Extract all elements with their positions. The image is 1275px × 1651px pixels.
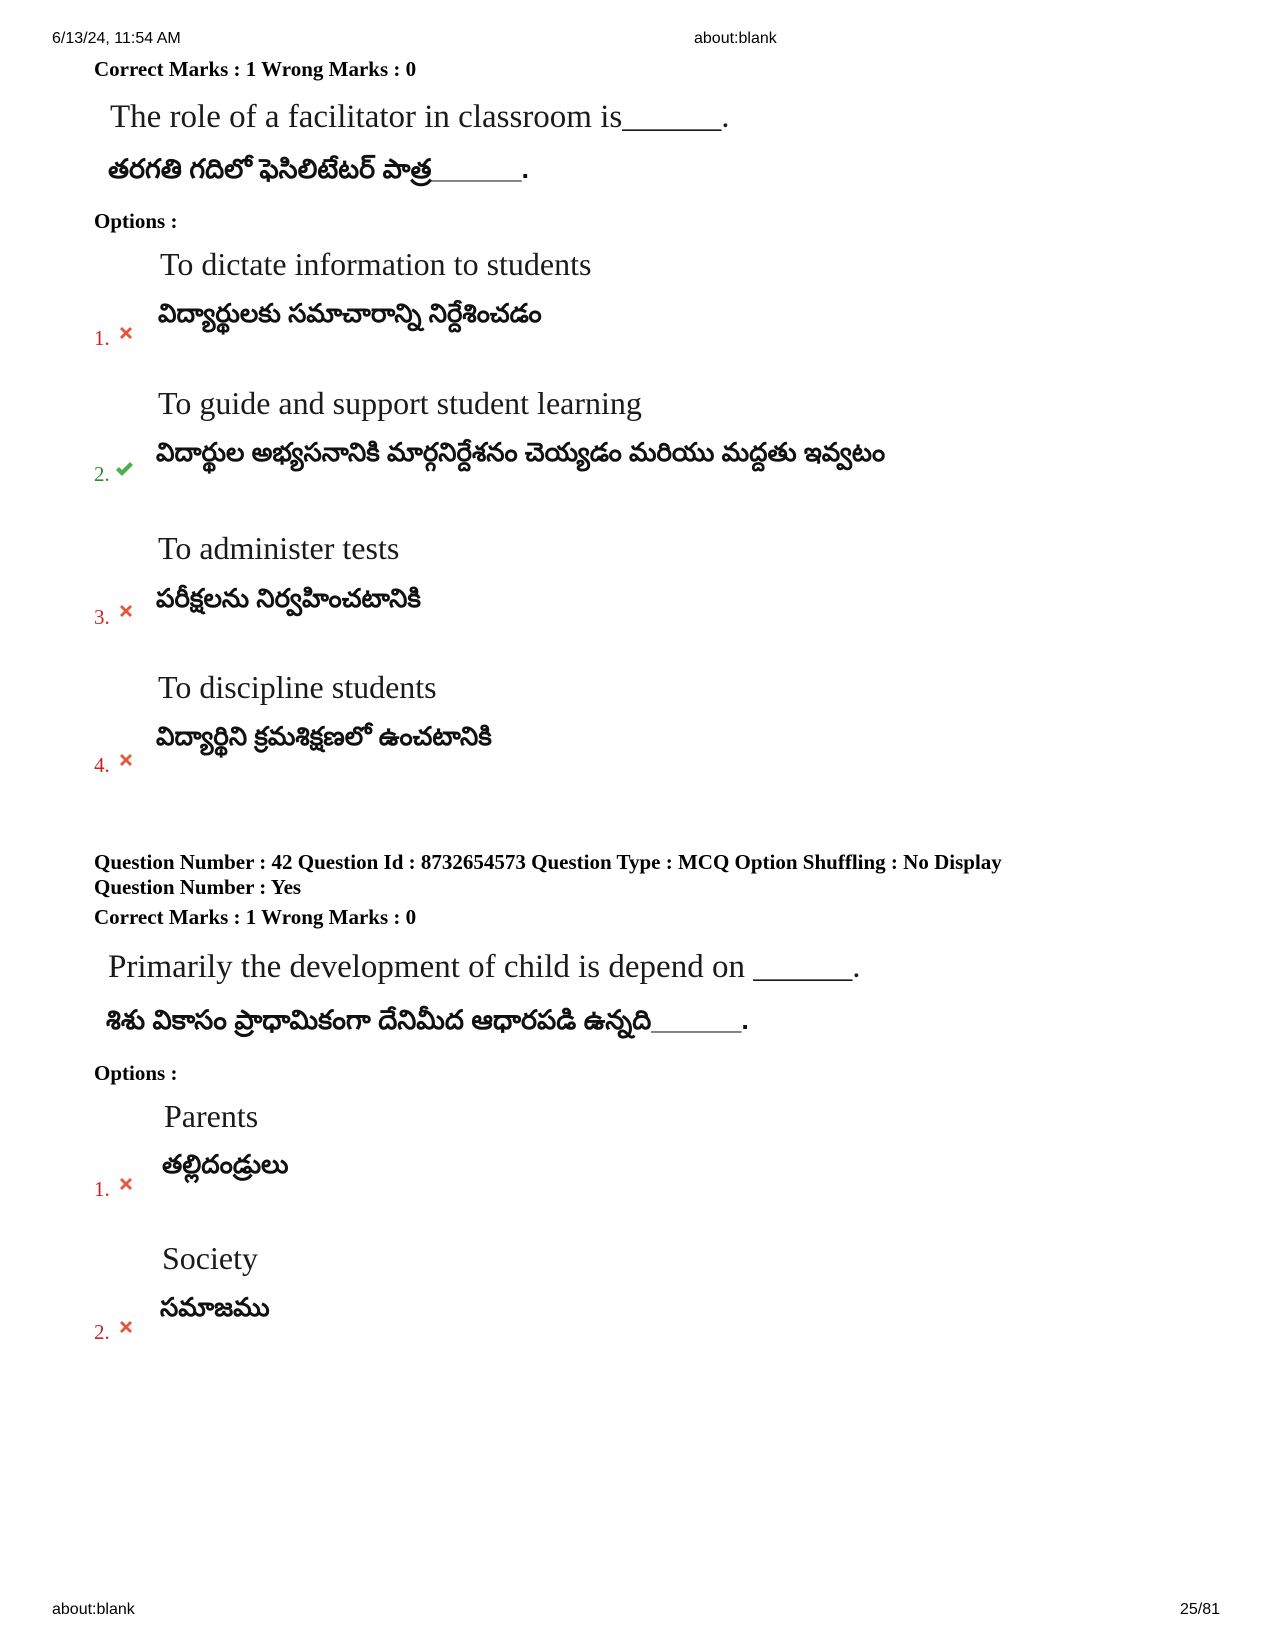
cross-icon	[116, 323, 136, 343]
q41-option-3-en: To administer tests	[158, 530, 400, 566]
q41-option-2-te: విదార్థుల అభ్యసనానికి మార్గనిర్దేశనం చెయ్యడం మరియు మద్దతు ఇవ్వటం	[156, 437, 886, 467]
q42-info-line-1: Question Number : 42 Question Id : 8732654573 Question Type : MCQ Option Shuffling : No Display	[94, 850, 1002, 874]
q42-option-2-number: 2.	[94, 1320, 110, 1344]
q41-option-3-number: 3.	[94, 605, 110, 629]
q41-marks: Correct Marks : 1 Wrong Marks : 0	[94, 57, 417, 81]
q41-option-1-number: 1.	[94, 326, 110, 350]
q42-options-label: Options :	[94, 1061, 178, 1085]
q41-question-te: తరగతి గదిలో ఫెసిలిటేటర్ పాత్ర______.	[108, 154, 530, 184]
q41-question-en: The role of a facilitator in classroom is______.	[110, 99, 730, 135]
cross-icon	[116, 1317, 136, 1337]
q41-option-2-number: 2.	[94, 462, 110, 486]
q42-question-te: శిశు వికాసం ప్రాధామికంగా దేనిమీద ఆధారపడి ఉన్నది______.	[106, 1005, 749, 1035]
q41-option-4-number: 4.	[94, 753, 110, 777]
cross-icon	[116, 750, 136, 770]
footer-url: about:blank	[52, 1601, 135, 1618]
q42-marks: Correct Marks : 1 Wrong Marks : 0	[94, 905, 417, 929]
q42-option-2-te: సమాజము	[160, 1292, 270, 1322]
print-url: about:blank	[694, 30, 777, 47]
q42-option-2-en: Society	[162, 1240, 258, 1276]
q41-options-label: Options :	[94, 209, 178, 233]
q41-option-4-te: విద్యార్థిని క్రమశిక్షణలో ఉంచటానికి	[156, 721, 492, 751]
q41-option-1-en: To dictate information to students	[160, 246, 592, 282]
print-datetime: 6/13/24, 11:54 AM	[52, 30, 181, 47]
q42-question-en: Primarily the development of child is depend on ______.	[108, 949, 861, 985]
q41-option-1-te: విద్యార్థులకు సమాచారాన్ని నిర్దేశించడం	[158, 298, 542, 328]
q42-option-1-te: తల్లిదండ్రులు	[162, 1149, 289, 1179]
q42-info-line-2: Question Number : Yes	[94, 875, 302, 899]
check-icon	[114, 459, 134, 479]
q41-option-3-te: పరీక్షలను నిర్వహించటానికి	[156, 583, 421, 613]
q42-option-1-number: 1.	[94, 1177, 110, 1201]
q41-option-2-en: To guide and support student learning	[158, 385, 642, 421]
cross-icon	[116, 601, 136, 621]
q42-option-1-en: Parents	[164, 1098, 259, 1134]
page-number: 25/81	[1180, 1601, 1221, 1618]
q41-option-4-en: To discipline students	[158, 669, 437, 705]
cross-icon	[116, 1174, 136, 1194]
